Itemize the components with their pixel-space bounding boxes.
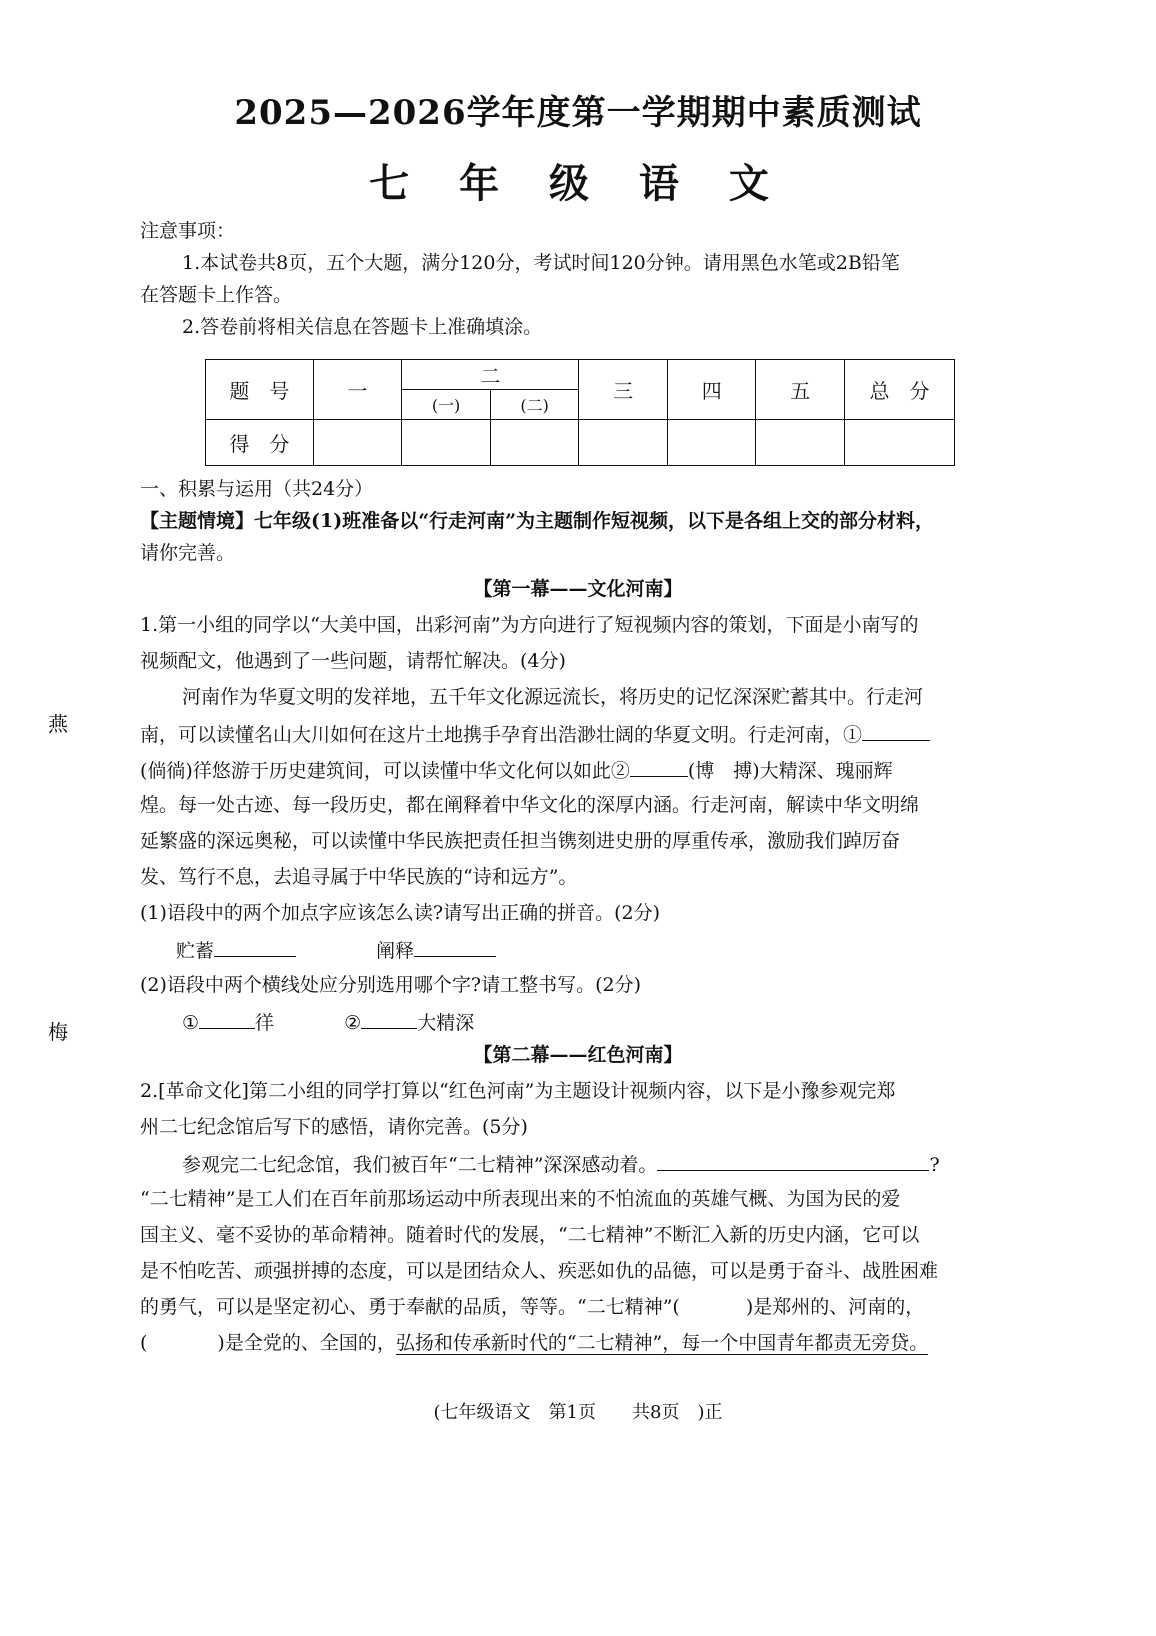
- context-line-2: 请你完善。: [140, 542, 236, 564]
- answer-blank-1[interactable]: [862, 720, 930, 741]
- passage1-line-3: [140, 756, 1020, 784]
- question-blank[interactable]: [657, 1150, 929, 1171]
- score-cell[interactable]: [490, 420, 579, 466]
- context-line-1: 【主题情境】七年级(1)班准备以“行走河南”为主题制作短视频，以下是各组上交的部分材料，: [140, 510, 935, 532]
- pinyin-blank-1[interactable]: [214, 936, 296, 957]
- passage2-line-1: [182, 1150, 1020, 1178]
- passage1-line-3-text: (倘徜)徉悠游于历史建筑间，可以读懂中华文化何以如此②: [140, 760, 630, 782]
- passage2-line-3: 国主义、毫不妥协的革命精神。随着时代的发展，“二七精神”不断汇入新的历史内涵，它可以: [140, 1224, 920, 1246]
- blank-2-tail: 大精深: [417, 1012, 475, 1034]
- passage1-line-4: 煌。每一处古迹、每一段历史，都在阐释着中华文化的深厚内涵。行走河南，解读中华文明绵: [140, 794, 920, 816]
- passage2-line-2: “二七精神”是工人们在百年前那场运动中所表现出来的不怕流血的英雄气概、为国为民的爱: [140, 1188, 901, 1210]
- table-col-total: 总 分: [845, 360, 955, 420]
- passage2-line-5-text: 的勇气，可以是坚定初心、勇于奉献的品质，等等。“二七精神”(: [140, 1296, 680, 1318]
- table-subcol-2: (二): [490, 390, 579, 420]
- score-cell[interactable]: [845, 420, 955, 466]
- passage2-line-5-tail: )是郑州的、河南的，: [745, 1296, 925, 1318]
- score-cell[interactable]: [667, 420, 756, 466]
- section-heading: 一、积累与运用（共24分）: [140, 478, 374, 500]
- underlined-sentence: 弘扬和传承新时代的“二七精神”，每一个中国青年都责无旁贷。: [395, 1332, 929, 1354]
- blank-1-tail: 徉: [255, 1012, 275, 1034]
- table-col-5: 五: [756, 360, 845, 420]
- paren-open: (: [140, 1332, 148, 1354]
- q1-line-1: 1.第一小组的同学以“大美中国，出彩河南”为方向进行了短视频内容的策划，下面是小南写的: [140, 614, 919, 636]
- passage1-line-2: [140, 720, 1020, 748]
- act1-heading: 【第一幕——文化河南】: [473, 578, 683, 600]
- passage1-line-2-text: 南，可以读懂名山大川如何在这片土地携手孕育出浩渺壮阔的华夏文明。行走河南，①: [140, 724, 863, 746]
- blank-1-number: ①: [182, 1012, 200, 1034]
- passage1-line-6: 发、笃行不息，去追寻属于中华民族的“诗和远方”。: [140, 866, 578, 888]
- table-col-4: 四: [667, 360, 756, 420]
- pinyin-blank-2[interactable]: [414, 936, 496, 957]
- score-cell[interactable]: [313, 420, 402, 466]
- passage1-line-1: 河南作为华夏文明的发祥地，五千年文化源远流长，将历史的记忆深深贮蓄其中。行走河: [182, 686, 924, 708]
- score-cell[interactable]: [402, 420, 491, 466]
- margin-name-2: 梅: [48, 1020, 68, 1044]
- notes-item-2: 2.答卷前将相关信息在答题卡上准确填涂。: [182, 316, 543, 338]
- subject-title: 七 年 级 语 文: [369, 160, 787, 207]
- score-cell[interactable]: [579, 420, 668, 466]
- act2-heading: 【第二幕——红色河南】: [473, 1044, 683, 1066]
- table-col-2: 二: [402, 360, 579, 390]
- table-row-score-label: 得 分: [206, 420, 314, 466]
- notes-item-1: 1.本试卷共8页，五个大题，满分120分，考试时间120分钟。请用黑色水笔或2B铅笔: [182, 252, 900, 274]
- passage2-line-6: [140, 1330, 1020, 1356]
- word-1: 贮蓄: [176, 940, 215, 962]
- passage1-line-3-tail: (博 搏)大精深、瑰丽辉: [687, 760, 893, 782]
- exam-title: 2025—2026学年度第一学期期中素质测试: [234, 93, 922, 133]
- table-subcol-1: (一): [402, 390, 491, 420]
- score-cell[interactable]: [756, 420, 845, 466]
- q2-line-2: 州二七纪念馆后写下的感悟，请你完善。(5分): [140, 1116, 528, 1138]
- passage2-line-4: 是不怕吃苦、顽强拼搏的态度，可以是团结众人、疾恶如仇的品德，可以是勇于奋斗、战胜困难: [140, 1260, 939, 1282]
- answer-blank-2[interactable]: [630, 756, 688, 777]
- q1-2-answers: [182, 1008, 1062, 1036]
- score-table: [205, 359, 955, 466]
- passage1-line-5: 延繁盛的深远奥秘，可以读懂中华民族把责任担当镌刻进史册的厚重传承，激励我们踔厉奋: [140, 830, 901, 852]
- notes-heading: 注意事项：: [140, 220, 236, 242]
- passage2-line-5: [140, 1294, 1020, 1320]
- page-footer: (七年级语文 第1页 共8页 )正: [433, 1402, 723, 1423]
- notes-item-1-cont: 在答题卡上作答。: [140, 284, 293, 306]
- passage2-line-6-text: )是全党的、全国的，: [217, 1332, 396, 1354]
- q1-2: (2)语段中两个横线处应分别选用哪个字?请工整书写。(2分): [140, 974, 642, 996]
- q1-1-answers: [176, 936, 1056, 964]
- passage2-line-1-text: 参观完二七纪念馆，我们被百年“二七精神”深深感动着。: [182, 1154, 658, 1176]
- table-row-label: 题 号: [206, 360, 314, 420]
- table-col-1: 一: [313, 360, 402, 420]
- q2-line-1: 2.[革命文化]第二小组的同学打算以“红色河南”为主题设计视频内容，以下是小豫参观完郑: [140, 1080, 896, 1102]
- blank-2-number: ②: [344, 1012, 362, 1034]
- margin-name-1: 燕: [48, 712, 68, 736]
- char-blank-2[interactable]: [361, 1008, 417, 1029]
- q1-line-2: 视频配文，他遇到了一些问题，请帮忙解决。(4分): [140, 650, 566, 672]
- char-blank-1[interactable]: [199, 1008, 255, 1029]
- word-2: 阐释: [376, 940, 415, 962]
- question-mark: ?: [929, 1154, 940, 1176]
- table-col-3: 三: [579, 360, 668, 420]
- q1-1: (1)语段中的两个加点字应该怎么读?请写出正确的拼音。(2分): [140, 902, 661, 924]
